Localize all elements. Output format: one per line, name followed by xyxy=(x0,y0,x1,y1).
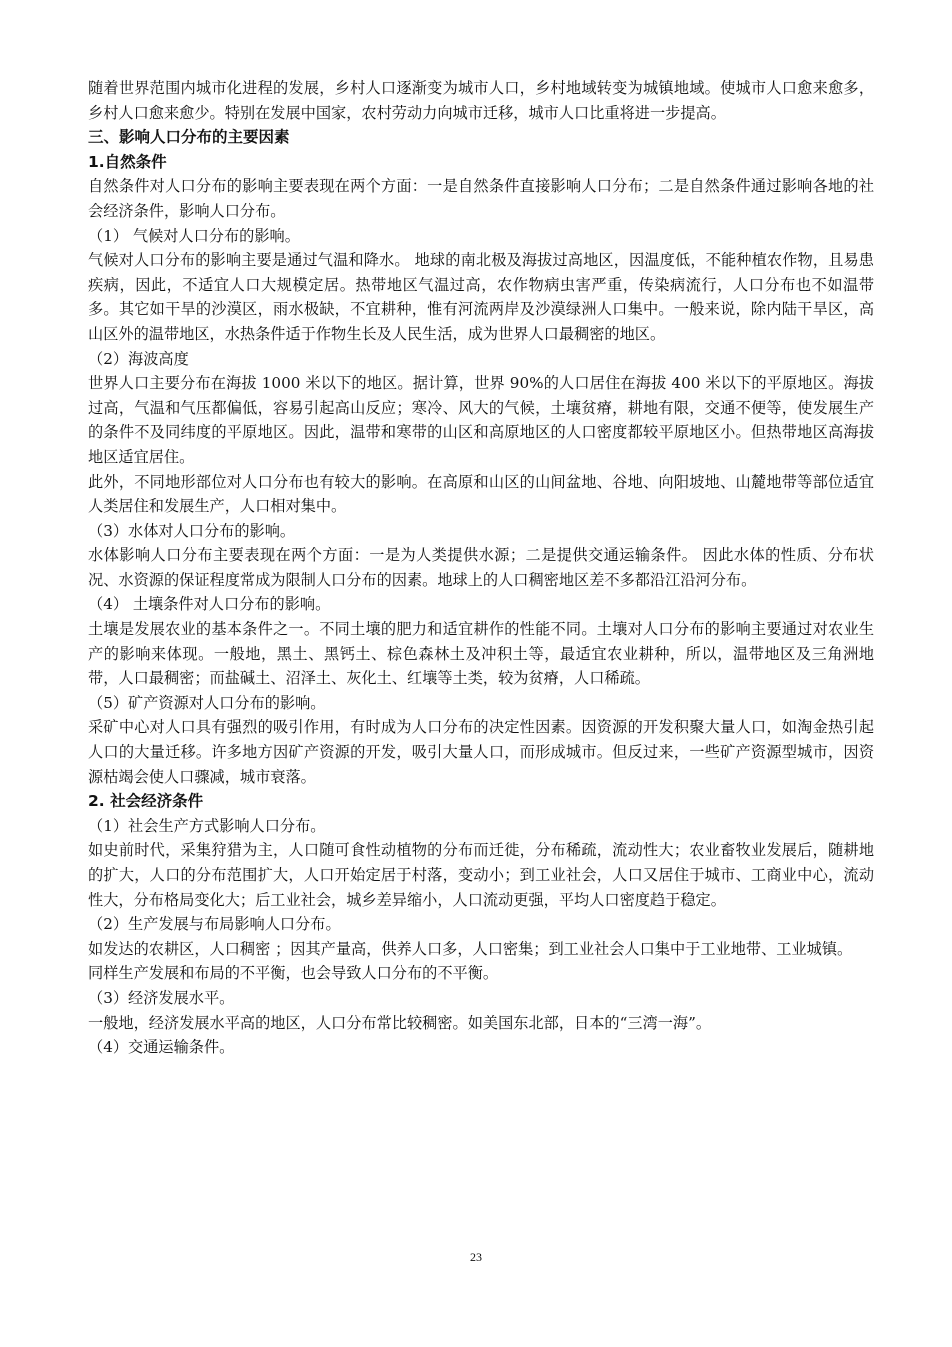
paragraph-terrain: 此外，不同地形部位对人口分布也有较大的影响。在高原和山区的山间盆地、谷地、向阳坡地、山麓地带等部位适宜人类居住和发展生产，人口相对集中。 xyxy=(88,472,874,516)
item-economic-level: （3）经济发展水平。 xyxy=(88,988,235,1007)
paragraph-economic-level: 一般地，经济发展水平高的地区，人口分布常比较稠密。如美国东北部，日本的“三湾一海”。 xyxy=(88,1013,712,1032)
paragraph-production-mode: 如史前时代，采集狩猎为主，人口随可食性动植物的分布而迁徙，分布稀疏，流动性大；农业畜牧业发展后，随耕地的扩大，人口的分布范围扩大，人口开始定居于村落，变动小；到工业社会，人口又居住于城市、工商业中心，流动性大，分布格局变化大；后工业社会，城乡差异缩小，人口流动更强，平均人口密度趋于稳定。 xyxy=(88,841,874,909)
paragraph-minerals: 采矿中心对人口具有强烈的吸引作用，有时成为人口分布的决定性因素。因资源的开发积聚大量人口，如淘金热引起人口的大量迁移。许多地方因矿产资源的开发，吸引大量人口，而形成城市。但反过来，一些矿产资源型城市，因资源枯竭会使人口骤减，城市衰落。 xyxy=(88,718,874,786)
paragraph-natural-intro: 自然条件对人口分布的影响主要表现在两个方面：一是自然条件直接影响人口分布；二是自然条件通过影响各地的社会经济条件，影响人口分布。 xyxy=(88,177,874,220)
subheading-natural-conditions: 1.自然条件 xyxy=(88,152,167,171)
paragraph-soil: 土壤是发展农业的基本条件之一。不同土壤的肥力和适宜耕作的性能不同。土壤对人口分布的影响主要通过对农业生产的影响来体现。一般地，黑土、黑钙土、棕色森林土及冲积土等，最适宜农业耕种，所以，温带地区及三角洲地带，人口最稠密；而盐碱土、沼泽土、灰化土、红壤等土类，较为贫瘠，人口稀疏。 xyxy=(88,620,874,688)
item-production-layout: （2）生产发展与布局影响人口分布。 xyxy=(88,915,341,934)
item-water: （3）水体对人口分布的影响。 xyxy=(88,521,296,540)
item-soil: （4） 土壤条件对人口分布的影响。 xyxy=(88,595,331,614)
document-body xyxy=(88,76,874,1060)
paragraph-imbalance: 同样生产发展和布局的不平衡，也会导致人口分布的不平衡。 xyxy=(88,964,499,983)
paragraph-water: 水体影响人口分布主要表现在两个方面：一是为人类提供水源；二是提供交通运输条件。 因此水体的性质、分布状况、水资源的保证程度常成为限制人口分布的因素。地球上的人口稠密地区差不多都沿江沿河分布。 xyxy=(88,546,874,589)
section-heading-factors: 三、影响人口分布的主要因素 xyxy=(88,128,290,147)
paragraph-urbanization: 随着世界范围内城市化进程的发展，乡村人口逐渐变为城市人口，乡村地域转变为城镇地域。使城市人口愈来愈多，乡村人口愈来愈少。特别在发展中国家，农村劳动力向城市迁移，城市人口比重将进一步提高。 xyxy=(88,79,874,122)
subheading-socioeconomic: 2. 社会经济条件 xyxy=(88,792,204,811)
item-transport: （4）交通运输条件。 xyxy=(88,1038,235,1057)
item-minerals: （5）矿产资源对人口分布的影响。 xyxy=(88,693,326,712)
item-climate: （1） 气候对人口分布的影响。 xyxy=(88,226,300,245)
paragraph-altitude: 世界人口主要分布在海拔 1000 米以下的地区。据计算，世界 90%的人口居住在海拔 400 米以下的平原地区。海拔过高，气温和气压都偏低，容易引起高山反应；寒冷、风大的气候，土壤贫瘠，耕地有限，交通不便等，使发展生产的条件不及同纬度的平原地区。因此，温带和寒带的山区和高原地区的人口密度都较平原地区小。但热带地区高海拔地区适宜居住。 xyxy=(88,374,874,466)
page-number: 23 xyxy=(470,1250,482,1264)
item-altitude: （2）海波高度 xyxy=(88,349,189,368)
item-production-mode: （1）社会生产方式影响人口分布。 xyxy=(88,816,326,835)
paragraph-production-layout: 如发达的农耕区，人口稠密 ；因其产量高，供养人口多，人口密集；到工业社会人口集中于工业地带、工业城镇。 xyxy=(88,939,853,958)
paragraph-climate: 气候对人口分布的影响主要是通过气温和降水。 地球的南北极及海拔过高地区，因温度低，不能种植农作物，且易患疾病，因此，不适宜人口大规模定居。热带地区气温过高，农作物病虫害严重，传染病流行，人口分布也不如温带多。其它如干旱的沙漠区，雨水极缺，不宜耕种，惟有河流两岸及沙漠绿洲人口集中。一般来说，除内陆干旱区，高山区外的温带地区，水热条件适于作物生长及人民生活，成为世界人口最稠密的地区。 xyxy=(88,251,874,343)
